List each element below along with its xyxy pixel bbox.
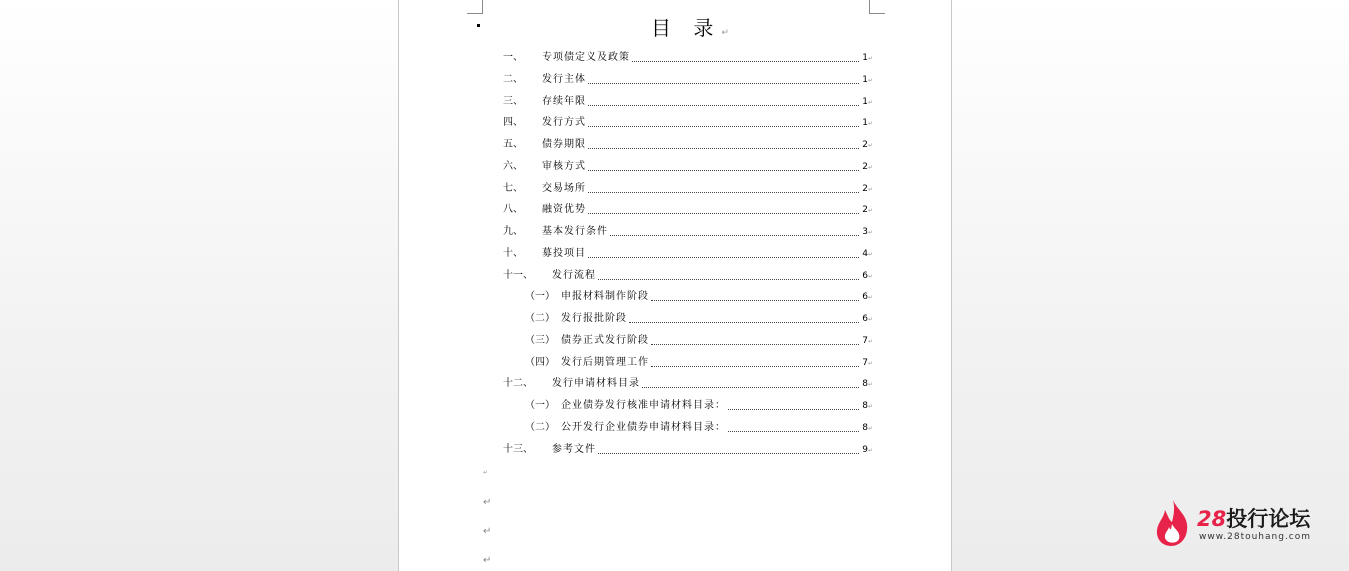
toc-entry-label: 融资优势 <box>542 204 586 216</box>
paragraph-mark: ↵ <box>867 229 873 236</box>
toc-leader-dots <box>651 366 859 367</box>
toc-entry-number: 四、 <box>503 117 523 129</box>
toc-entry[interactable] <box>503 50 873 66</box>
toc-entry-page: 1↵ <box>862 74 873 85</box>
toc-entry-page: 4↵ <box>862 248 873 259</box>
toc-entry-page: 2↵ <box>862 205 873 216</box>
flame-icon <box>1153 498 1193 548</box>
toc-entry[interactable] <box>525 289 873 305</box>
toc-entry-label: 交易场所 <box>542 182 586 194</box>
paragraph-mark: ↵ <box>867 250 873 258</box>
paragraph-mark: ↵ <box>867 185 873 193</box>
toc-entry-page: 7↵ <box>862 357 873 368</box>
toc-entry-number: （三） <box>525 334 555 346</box>
return-mark: ↵ <box>483 526 492 537</box>
toc-entry-number: 六、 <box>503 160 523 172</box>
toc-entry-number: 十一、 <box>503 269 533 281</box>
paragraph-mark: ↵ <box>867 272 873 280</box>
paragraph-mark: ↵ <box>867 120 873 128</box>
toc-entry[interactable] <box>503 137 873 153</box>
toc-entry-label: 参考文件 <box>552 443 596 455</box>
paragraph-mark: ↵ <box>867 294 873 302</box>
toc-title: 目 录↵ <box>651 16 729 40</box>
toc-entry-number: （二） <box>525 421 555 433</box>
toc-entry-page: 6↵ <box>862 270 873 281</box>
toc-entry-page: 8↵ <box>862 379 873 390</box>
paragraph-mark: ↵ <box>867 76 873 84</box>
toc-entry-label: 申报材料制作阶段 <box>561 291 649 303</box>
toc-leader-dots <box>588 257 859 258</box>
paragraph-mark: ↵ <box>867 381 873 389</box>
paragraph-mark: ↵ <box>483 469 489 476</box>
toc-entry-page: 8↵ <box>862 422 873 433</box>
toc-entry-page: 2↵ <box>862 140 873 150</box>
toc-entry-page: 2↵ <box>862 183 873 194</box>
crop-mark-top-right <box>869 0 885 14</box>
toc-entry[interactable] <box>503 181 873 197</box>
toc-entry-label: 基本发行条件 <box>542 226 608 237</box>
toc-entry-label: 发行方式 <box>542 117 586 129</box>
toc-entry[interactable] <box>503 202 873 218</box>
toc-entry[interactable] <box>525 333 873 349</box>
anchor-marker <box>477 24 480 27</box>
toc-entry[interactable] <box>503 246 873 262</box>
toc-leader-dots <box>588 170 859 171</box>
toc-entry-number: 七、 <box>503 182 523 194</box>
toc-leader-dots <box>588 105 859 106</box>
toc-entry[interactable] <box>503 159 873 175</box>
toc-entry[interactable] <box>525 420 873 436</box>
toc-entry-page: 6↵ <box>862 314 873 324</box>
toc-entry-label: 发行后期管理工作 <box>561 356 649 368</box>
paragraph-mark: ↵ <box>867 446 873 454</box>
toc-leader-dots <box>728 409 859 410</box>
toc-entry-label: 发行申请材料目录 <box>552 378 640 390</box>
toc-leader-dots <box>598 453 859 454</box>
toc-entry-label: 发行报批阶段 <box>561 313 627 324</box>
toc-leader-dots <box>728 431 859 432</box>
toc-entry[interactable] <box>503 268 873 284</box>
watermark-logo <box>1153 498 1333 548</box>
return-mark: ↵ <box>483 555 492 566</box>
paragraph-mark: ↵ <box>867 337 873 345</box>
toc-entry-page: 6↵ <box>862 292 873 303</box>
paragraph-mark: ↵ <box>867 55 873 62</box>
toc-leader-dots <box>651 300 859 301</box>
toc-entry-number: 一、 <box>503 52 523 63</box>
toc-entry-label: 公开发行企业债券申请材料目录： <box>561 421 726 433</box>
toc-entry-page: 1↵ <box>862 118 873 129</box>
toc-entry[interactable] <box>525 311 873 327</box>
toc-leader-dots <box>598 279 859 280</box>
toc-entry-label: 债券正式发行阶段 <box>561 334 649 346</box>
toc-entry[interactable] <box>503 376 873 392</box>
paragraph-mark: ↵ <box>867 403 873 410</box>
toc-leader-dots <box>588 213 859 214</box>
toc-entry-page: 1↵ <box>862 96 873 107</box>
return-mark: ↵ <box>483 497 492 508</box>
watermark-url: www.28touhang.com <box>1199 532 1312 542</box>
toc-entry-number: 九、 <box>503 226 523 237</box>
paragraph-mark: ↵ <box>867 163 873 171</box>
document-page[interactable] <box>398 0 952 571</box>
toc-entry[interactable] <box>503 94 873 110</box>
watermark-name: 28投行论坛 <box>1197 507 1311 531</box>
paragraph-mark: ↵ <box>867 424 873 432</box>
paragraph-mark: ↵ <box>721 28 729 38</box>
toc-leader-dots <box>642 387 859 388</box>
toc-entry-number: 十三、 <box>503 443 533 455</box>
paragraph-mark: ↵ <box>867 316 873 323</box>
toc-leader-dots <box>610 235 859 236</box>
toc-entry-page: 3↵ <box>862 227 873 237</box>
toc-leader-dots <box>588 126 859 127</box>
toc-entry-number: 五、 <box>503 139 523 150</box>
toc-entry[interactable] <box>503 72 873 88</box>
toc-entry-page: 7↵ <box>862 335 873 346</box>
crop-mark-top-left <box>467 0 483 14</box>
toc-entry-page: 9↵ <box>862 444 873 455</box>
toc-entry[interactable] <box>525 398 873 414</box>
toc-entry[interactable] <box>503 115 873 131</box>
toc-leader-dots <box>651 344 859 345</box>
toc-entry-number: （四） <box>525 356 555 368</box>
toc-leader-dots <box>629 322 859 323</box>
toc-entry-label: 审核方式 <box>542 160 586 172</box>
toc-entry-number: 十二、 <box>503 378 533 390</box>
toc-entry-page: 2↵ <box>862 161 873 172</box>
toc-entry-label: 募投项目 <box>542 247 586 259</box>
toc-entry-page: 8↵ <box>862 401 873 411</box>
toc-entry-number: 三、 <box>503 95 523 107</box>
paragraph-mark: ↵ <box>867 98 873 106</box>
paragraph-mark: ↵ <box>867 359 873 367</box>
toc-entry-label: 专项债定义及政策 <box>542 52 630 63</box>
toc-entry-number: 八、 <box>503 204 523 216</box>
toc-entry-number: 十、 <box>503 247 523 259</box>
toc-entry-number: （一） <box>525 291 555 303</box>
toc-leader-dots <box>588 83 859 84</box>
toc-entry[interactable] <box>503 442 873 458</box>
toc-entry-number: （一） <box>525 400 555 411</box>
toc-entry-label: 企业债券发行核准申请材料目录： <box>561 400 726 411</box>
toc-entry-label: 发行主体 <box>542 73 586 85</box>
toc-entry-number: 二、 <box>503 73 523 85</box>
toc-leader-dots <box>588 148 859 149</box>
toc-entry-label: 存续年限 <box>542 95 586 107</box>
toc-entry-page: 1↵ <box>862 53 873 63</box>
toc-leader-dots <box>632 61 859 62</box>
toc-entry-label: 债券期限 <box>542 139 586 150</box>
toc-entry-number: （二） <box>525 313 555 324</box>
toc-entry[interactable] <box>525 355 873 371</box>
toc-leader-dots <box>588 192 859 193</box>
toc-entry[interactable] <box>503 224 873 240</box>
paragraph-mark: ↵ <box>867 142 873 149</box>
paragraph-mark: ↵ <box>867 207 873 215</box>
toc-entry-label: 发行流程 <box>552 269 596 281</box>
